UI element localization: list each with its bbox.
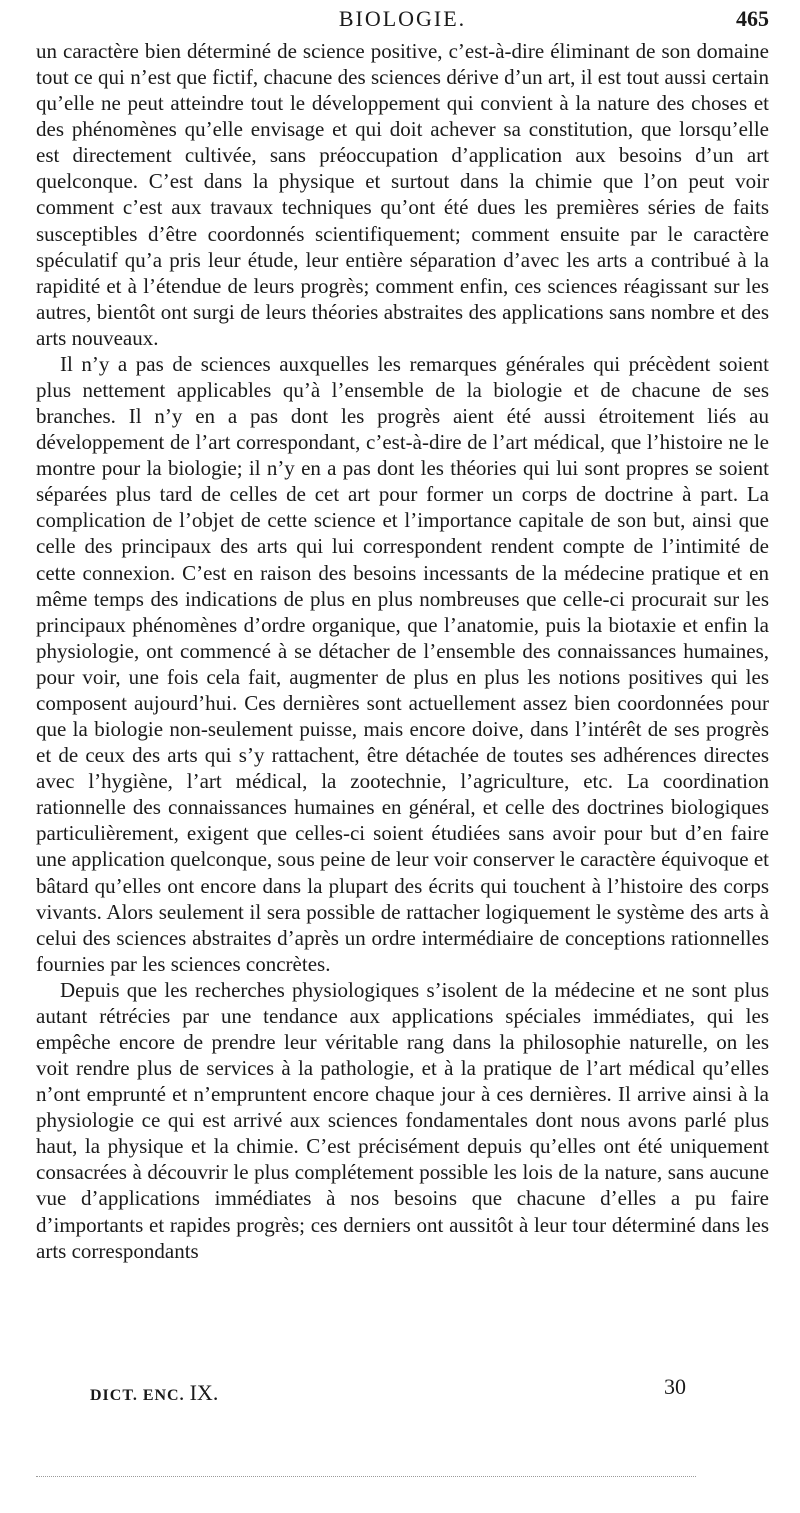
body-text xyxy=(36,38,769,1264)
paragraph: Depuis que les recherches physiologiques s’isolent de la médecine et ne sont plus autant rétrécies par une tendance aux applications spéciales immédiates, qui les empêche encore de prendre leur véritable rang dans la philosophie naturelle, on les voit rendre plus de services à la pathologie, et à la pratique de l’art médical qu’elles n’ont emprunté et n’empruntent encore chaque jour à ces dernières. Il arrive ainsi à la physiologie ce qui est arrivé aux sciences fondamentales dont nous avons parlé plus haut, la physique et la chimie. C’est précisément depuis qu’elles ont été uniquement consacrées à découvrir le plus complétement possible les lois de la nature, sans aucune vue d’applications immédiates à nos besoins que chacune d’elles a pu faire d’importants et rapides progrès; ces derniers ont aussitôt à leur tour déterminé dans les arts correspondants xyxy=(36,977,769,1263)
signature-text: DICT. ENC. xyxy=(90,1387,185,1404)
volume-number: IX. xyxy=(189,1380,219,1405)
running-title: BIOLOGIE. xyxy=(338,6,467,31)
paragraph: Il n’y a pas de sciences auxquelles les remarques générales qui précèdent soient plus nettement applicables qu’à l’ensemble de la biologie et de chacune de ses branches. Il n’y en a pas dont les progrès aient été aussi étroitement liés au développement de l’art correspondant, c’est-à-dire de l’art médical, que l’histoire ne le montre pour la biologie; il n’y en a pas dont les théories qui lui sont propres se soient séparées plus tard de celles de cet art pour former un corps de doctrine à part. La complication de l’objet de cette science et l’importance capitale de son but, ainsi que celle des principaux des arts qui lui correspondent rendent compte de l’intimité de cette connexion. C’est en raison des besoins incessants de la médecine pratique et en même temps des indications de plus en plus nombreuses que celle-ci procurait sur les principaux phénomènes d’ordre organique, que l’anatomie, puis la biotaxie et enfin la physiologie, ont commencé à se détacher de l’ensemble des connaissances humaines, pour voir, une fois cela fait, augmenter de plus en plus les notions positives qui les composent aujourd’hui. Ces dernières sont actuellement assez bien coordonnées pour que la biologie non-seulement puisse, mais encore doive, dans l’intérêt de ses progrès et de ceux des arts qui s’y rattachent, être détachée de toutes ses adhérences directes avec l’hygiène, l’art médical, la zootechnie, l’agriculture, etc. La coordination rationnelle des connaissances humaines en général, et celle des doctrines biologiques particulièrement, exigent que celles-ci soient étudiées sans avoir pour but d’en faire une application quelconque, sous peine de leur voir conserver le caractère équivoque et bâtard qu’elles ont encore dans la plupart des écrits qui touchent à l’histoire des corps vivants. Alors seulement il sera possible de rattacher logiquement le système des arts à celui des sciences abstraites d’après un ordre intermédiaire de conceptions rationnelles fournies par les sciences concrètes. xyxy=(36,351,769,976)
page-number: 465 xyxy=(736,6,769,31)
paragraph-continued: un caractère bien déterminé de science positive, c’est-à-dire éliminant de son domaine tout ce qui n’est que fictif, chacune des sciences dérive d’un art, il est tout aussi certain qu’elle ne peut atteindre tout le développement qui convient à la nature des choses et des phénomènes qu’elle envisage et qui doit achever sa constitution, que lorsqu’elle est directement cultivée, sans préoccupation d’application aux besoins d’un art quelconque. C’est dans la physique et surtout dans la chimie que l’on peut voir comment c’est aux travaux techniques qu’ont été dues les premières séries de faits susceptibles d’être coordonnés scientifiquement; comment ensuite par le caractère spéculatif qu’a pris leur étude, leur entière séparation d’avec les arts a contribué à la rapidité et à l’étendue de leurs progrès; comment enfin, ces sciences réagissant sur les autres, bientôt ont surgi de leurs théories abstraites des applications sans nombre et des arts nouveaux. xyxy=(36,39,769,350)
signature-mark xyxy=(90,1380,218,1406)
page-footer xyxy=(36,1374,769,1404)
sheet-number: 30 xyxy=(664,1374,686,1399)
bottom-dotted-rule xyxy=(36,1476,696,1477)
running-head xyxy=(36,6,769,36)
